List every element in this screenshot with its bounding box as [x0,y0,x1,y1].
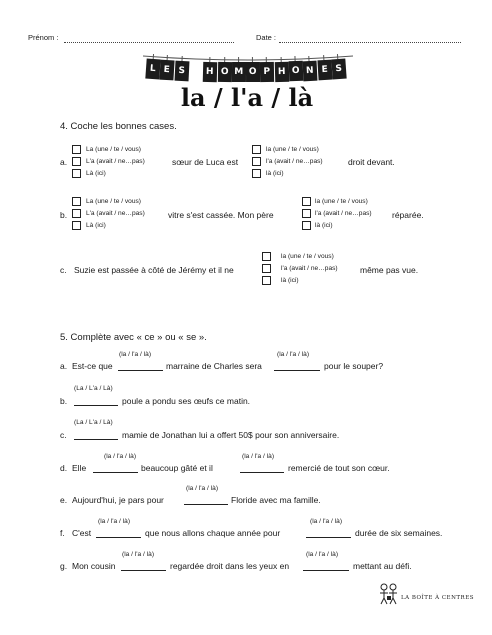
q4a-left-option-1: La (une / te / vous) [86,146,141,153]
q5b-text: poule a pondu ses œufs ce matin. [122,396,251,406]
q5g-blank-1[interactable] [121,570,166,571]
q4a-right-option-3: là (ici) [266,170,284,177]
q4b-left-option-2: L'a (avait / ne…pas) [86,210,145,217]
q5a-blank-2[interactable] [274,370,320,371]
q4a-left-option-2: L'a (avait / ne…pas) [86,158,145,165]
banner-flag: L [145,59,160,80]
q4a-left-option-3: Là (ici) [86,170,106,177]
q4a-right-option-1: la (une / te / vous) [266,146,319,153]
logo-children-icon [378,582,400,606]
q5b-letter: b. [60,396,68,406]
q4c-checkbox-3[interactable] [262,276,271,285]
q4b-right-checkbox-2[interactable] [302,209,311,218]
q5c-letter: c. [60,430,67,440]
banner-flag: M [232,62,246,82]
prenom-label: Prénom : [28,33,59,42]
q4a-right-checkbox-1[interactable] [252,145,261,154]
q5f-letter: f. [60,528,65,538]
banner-flag: O [217,62,231,82]
q4a-left-checkbox-2[interactable] [72,157,81,166]
q5c-text: mamie de Jonathan lui a offert 50$ pour son anniversaire. [122,430,340,440]
q5d-blank-1[interactable] [93,472,138,473]
q5d-letter: d. [60,463,68,473]
q5d-blank-2[interactable] [240,472,284,473]
q5g-text-2: regardée droit dans les yeux en [170,561,290,571]
q4c-checkbox-2[interactable] [262,264,271,273]
q4c-option-1: la (une / te / vous) [281,253,334,260]
q5f-blank-2[interactable] [306,537,351,538]
q5f-hint-2: (la / l'a / là) [310,518,343,525]
q4a-left-checkbox-1[interactable] [72,145,81,154]
q4b-left-checkbox-3[interactable] [72,221,81,230]
q5f-blank-1[interactable] [96,537,141,538]
q5e-hint: (la / l'a / là) [186,485,219,492]
q5f-text-2: que nous allons chaque année pour [145,528,281,538]
q5a-text-2: marraine de Charles sera [166,361,262,371]
q4c-option-2: l'a (avait / ne…pas) [281,265,338,272]
banner-flag: E [160,59,175,80]
q4b-text-end: réparée. [392,210,424,220]
banner-flag: E [317,59,332,80]
exercise-5-title: 5. Complète avec « ce » ou « se ». [60,332,207,343]
banner-flag: O [246,62,260,82]
q4c-letter: c. [60,265,67,275]
q5b-hint: (La / L'a / Là) [74,385,113,392]
date-label: Date : [256,33,277,42]
q4b-right-option-2: l'a (avait / ne…pas) [315,210,372,217]
q5e-blank[interactable] [184,504,228,505]
q4b-right-option-3: là (ici) [315,222,333,229]
q5g-hint-1: (la / l'a / là) [122,551,155,558]
q5g-blank-2[interactable] [303,570,349,571]
q4b-right-checkbox-3[interactable] [302,221,311,230]
prenom-field[interactable] [64,42,234,43]
q5d-hint-1: (la / l'a / là) [104,453,137,460]
q5f-hint-1: (la / l'a / là) [98,518,131,525]
q5e-text-2: Floride avec ma famille. [231,495,321,505]
q4a-right-checkbox-3[interactable] [252,169,261,178]
q5f-text-1: C'est [72,528,92,538]
q5d-text-2: beaucoup gâté et il [141,463,213,473]
q5a-letter: a. [60,361,68,371]
q5g-hint-2: (la / l'a / là) [306,551,339,558]
banner-flag: O [289,61,303,81]
q4a-letter: a. [60,157,68,167]
q5f-text-3: durée de six semaines. [355,528,443,538]
q5e-letter: e. [60,495,68,505]
q4c-option-3: là (ici) [281,277,299,284]
q5g-text-1: Mon cousin [72,561,116,571]
q4b-right-option-1: la (une / te / vous) [315,198,368,205]
q5g-letter: g. [60,561,68,571]
q5d-hint-2: (la / l'a / là) [242,453,275,460]
q5c-hint: (La / L'a / Là) [74,419,113,426]
q4c-text: Suzie est passée à côté de Jérémy et il ne [74,265,234,275]
q5a-hint-2: (la / l'a / là) [277,351,310,358]
banner-flag: H [274,61,288,81]
q4c-text-end: même pas vue. [360,265,419,275]
q5g-text-3: mettant au défi. [353,561,412,571]
q5a-text-1: Est-ce que [72,361,113,371]
q5d-text-3: remercié de tout son cœur. [288,463,390,473]
banner-flag: N [303,60,317,81]
exercise-4-title: 4. Coche les bonnes cases. [60,121,177,132]
q4a-left-checkbox-3[interactable] [72,169,81,178]
logo-text: LA BOÎTE À CENTRES [401,595,474,601]
q5b-blank[interactable] [74,405,118,406]
q4b-left-option-3: Là (ici) [86,222,106,229]
q4b-right-checkbox-1[interactable] [302,197,311,206]
q5a-text-3: pour le souper? [324,361,384,371]
q5e-text-1: Aujourd'hui, je pars pour [72,495,164,505]
q4b-left-option-1: La (une / te / vous) [86,198,141,205]
banner-flag: P [260,62,274,82]
banner-flag: H [203,61,217,81]
banner-flag: S [331,59,346,80]
q4c-checkbox-1[interactable] [262,252,271,261]
q4b-left-checkbox-2[interactable] [72,209,81,218]
q5a-blank-1[interactable] [118,370,163,371]
q5d-text-1: Elle [72,463,87,473]
q4a-right-checkbox-2[interactable] [252,157,261,166]
q4b-left-checkbox-1[interactable] [72,197,81,206]
q4a-text-mid: sœur de Luca est [172,157,239,167]
banner-flag: S [174,60,188,81]
q4b-letter: b. [60,210,68,220]
q5c-blank[interactable] [74,439,118,440]
date-field[interactable] [279,42,461,43]
page-title: la / l'a / là [180,83,314,112]
q5a-hint-1: (la / l'a / là) [119,351,152,358]
q4a-text-end: droit devant. [348,157,395,167]
q4b-text-mid: vitre s'est cassée. Mon père [168,210,274,220]
q4a-right-option-2: l'a (avait / ne…pas) [266,158,323,165]
